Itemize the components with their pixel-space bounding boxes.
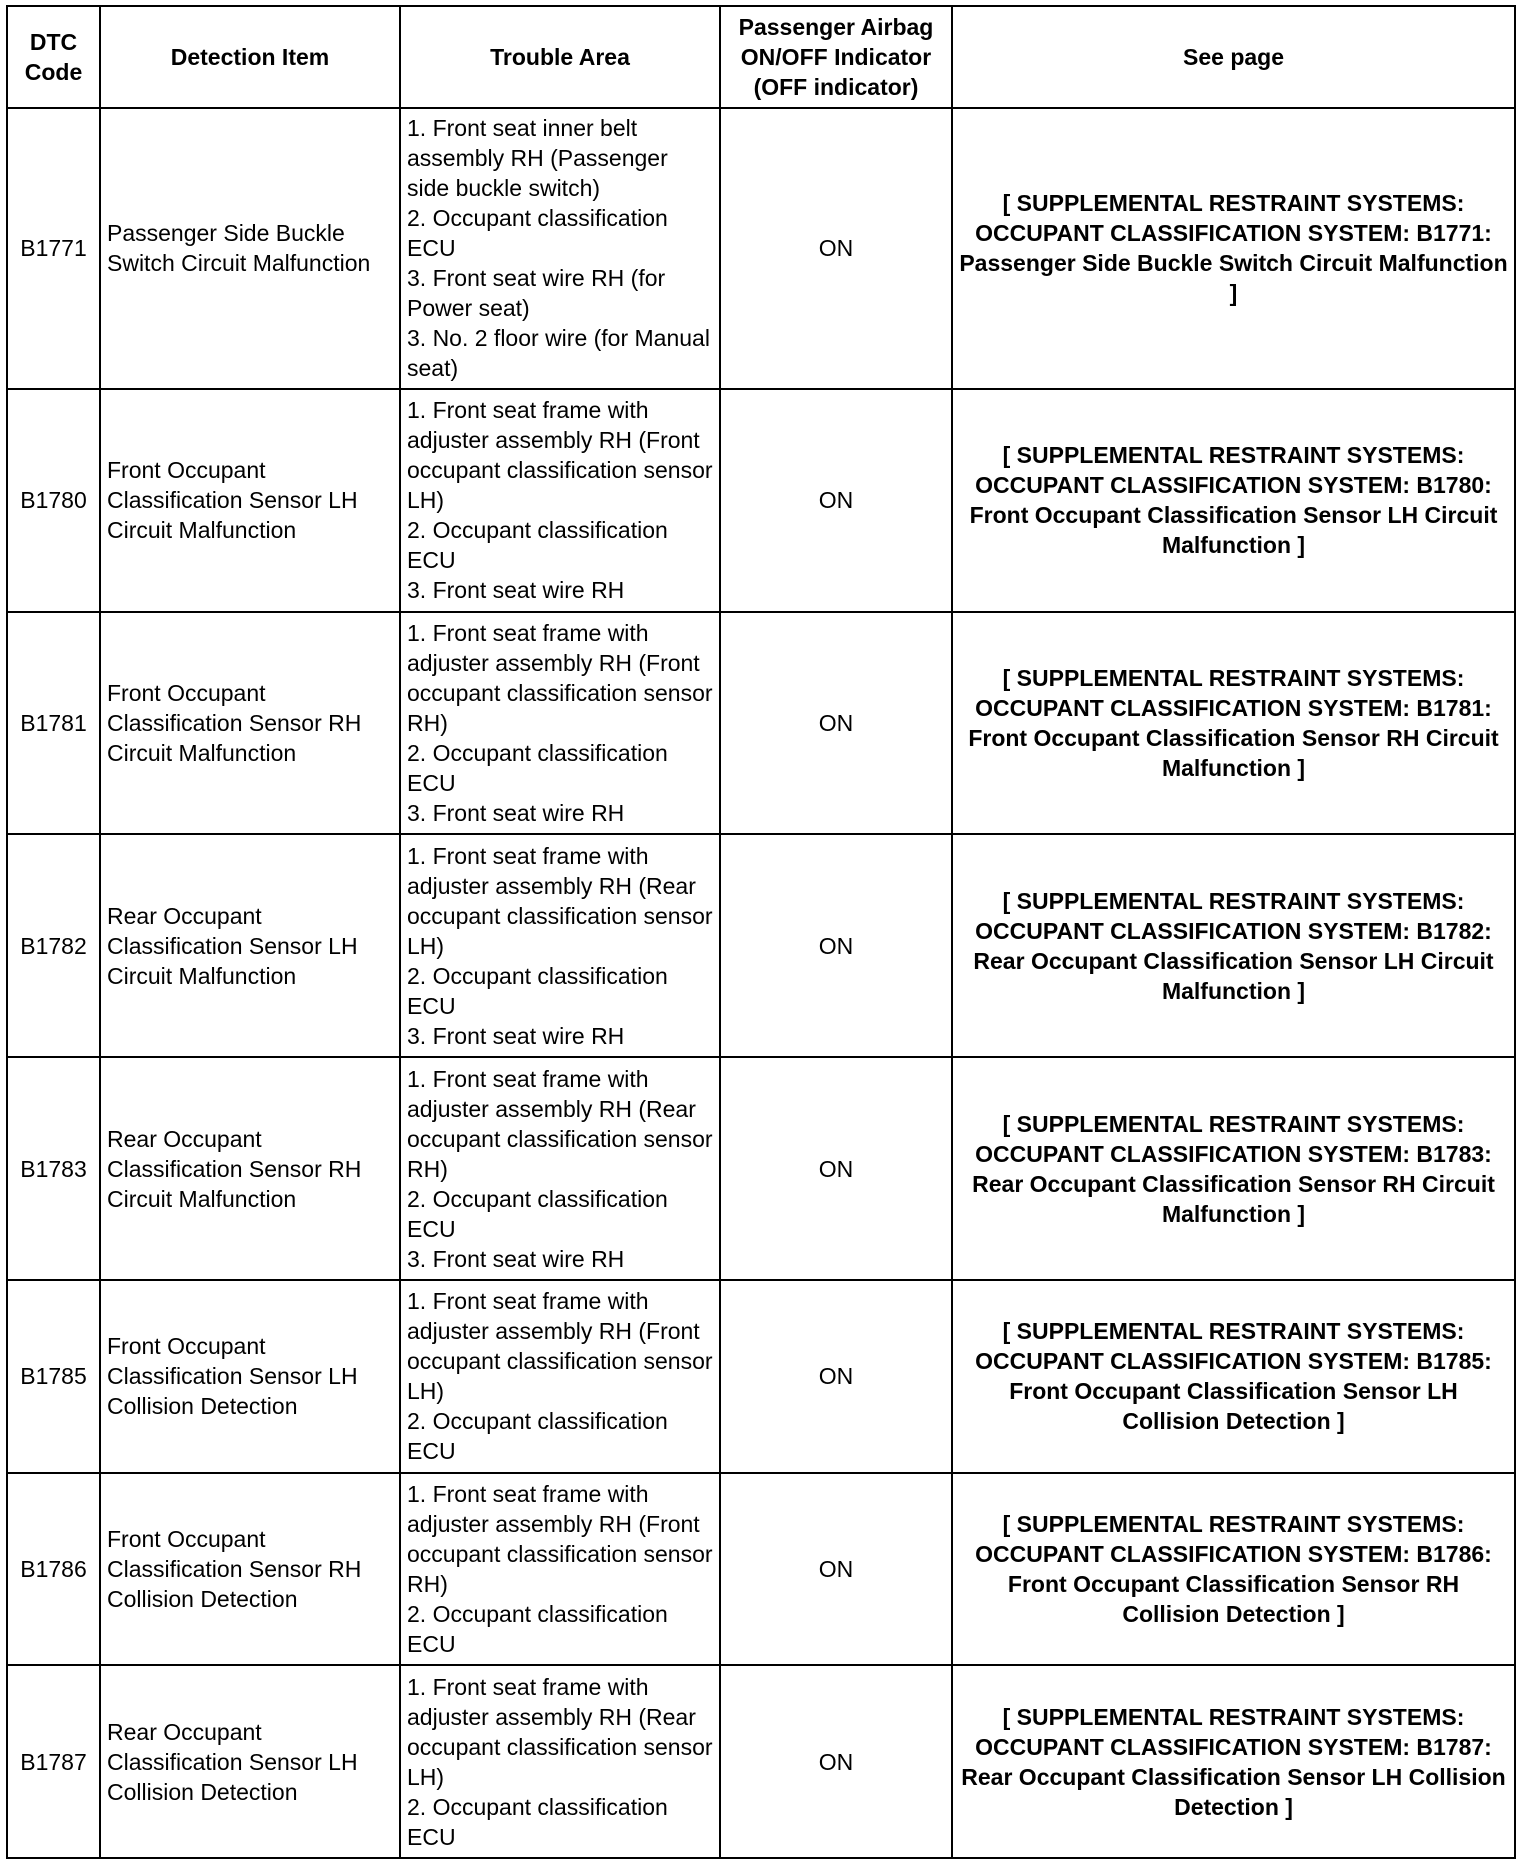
header-see-page: See page [952, 6, 1515, 108]
trouble-area-cell [400, 834, 720, 1057]
detection-item-cell: Front Occupant Classification Sensor LH Collision Detection [100, 1280, 400, 1473]
trouble-area-line: 1. Front seat inner belt assembly RH (Passenger side buckle switch) [407, 115, 668, 202]
detection-item-cell: Rear Occupant Classification Sensor LH Collision Detection [100, 1665, 400, 1858]
table-row [7, 1057, 1515, 1280]
dtc-code-cell: B1782 [7, 834, 100, 1057]
indicator-cell: ON [720, 1665, 952, 1858]
trouble-area-line: 1. Front seat frame with adjuster assembly RH (Rear occupant classification sensor RH) [407, 1065, 713, 1182]
indicator-cell: ON [720, 1473, 952, 1666]
dtc-code-cell: B1787 [7, 1665, 100, 1858]
trouble-area-line: 3. No. 2 floor wire (for Manual seat) [407, 325, 710, 382]
table-header [7, 6, 1515, 108]
see-page-link[interactable]: [ SUPPLEMENTAL RESTRAINT SYSTEMS: OCCUPANT CLASSIFICATION SYSTEM: B1783: Rear Occupant Classification Sensor RH Circuit Malfunction ] [952, 1057, 1515, 1280]
trouble-area-line: 3. Front seat wire RH [407, 1022, 625, 1049]
trouble-area-line: 1. Front seat frame with adjuster assembly RH (Front occupant classification sensor LH) [407, 397, 713, 514]
see-page-link[interactable]: [ SUPPLEMENTAL RESTRAINT SYSTEMS: OCCUPANT CLASSIFICATION SYSTEM: B1771: Passenger Side Buckle Switch Circuit Malfunction ] [952, 108, 1515, 389]
dtc-table [6, 5, 1516, 1859]
table-row [7, 1473, 1515, 1666]
dtc-code-cell: B1780 [7, 389, 100, 612]
dtc-code-cell: B1783 [7, 1057, 100, 1280]
table-row [7, 1665, 1515, 1858]
trouble-area-cell [400, 612, 720, 835]
see-page-link[interactable]: [ SUPPLEMENTAL RESTRAINT SYSTEMS: OCCUPANT CLASSIFICATION SYSTEM: B1785: Front Occupant Classification Sensor LH Collision Detection ] [952, 1280, 1515, 1473]
indicator-cell: ON [720, 612, 952, 835]
trouble-area-line: 1. Front seat frame with adjuster assembly RH (Rear occupant classification sensor LH) [407, 842, 713, 959]
trouble-area-line: 3. Front seat wire RH [407, 800, 625, 827]
trouble-area-line: 1. Front seat frame with adjuster assembly RH (Front occupant classification sensor RH) [407, 620, 713, 737]
dtc-code-cell: B1785 [7, 1280, 100, 1473]
see-page-link[interactable]: [ SUPPLEMENTAL RESTRAINT SYSTEMS: OCCUPANT CLASSIFICATION SYSTEM: B1787: Rear Occupant Classification Sensor LH Collision Detection ] [952, 1665, 1515, 1858]
dtc-code-cell: B1781 [7, 612, 100, 835]
trouble-area-line: 3. Front seat wire RH (for Power seat) [407, 265, 666, 322]
trouble-area-line: 2. Occupant classification ECU [407, 1600, 668, 1657]
trouble-area-cell [400, 1057, 720, 1280]
trouble-area-cell [400, 108, 720, 389]
trouble-area-line: 1. Front seat frame with adjuster assembly RH (Front occupant classification sensor RH) [407, 1480, 713, 1597]
trouble-area-line: 2. Occupant classification ECU [407, 517, 668, 574]
trouble-area-cell [400, 389, 720, 612]
table-row [7, 834, 1515, 1057]
table-row [7, 1280, 1515, 1473]
indicator-cell: ON [720, 834, 952, 1057]
trouble-area-line: 2. Occupant classification ECU [407, 1793, 668, 1850]
trouble-area-line: 3. Front seat wire RH [407, 1245, 625, 1272]
dtc-code-cell: B1771 [7, 108, 100, 389]
header-detection-item: Detection Item [100, 6, 400, 108]
trouble-area-cell [400, 1665, 720, 1858]
detection-item-cell: Front Occupant Classification Sensor RH Collision Detection [100, 1473, 400, 1666]
trouble-area-line: 3. Front seat wire RH [407, 577, 625, 604]
header-row [7, 6, 1515, 108]
trouble-area-line: 2. Occupant classification ECU [407, 205, 668, 262]
see-page-link[interactable]: [ SUPPLEMENTAL RESTRAINT SYSTEMS: OCCUPANT CLASSIFICATION SYSTEM: B1782: Rear Occupant Classification Sensor LH Circuit Malfunction ] [952, 834, 1515, 1057]
indicator-cell: ON [720, 108, 952, 389]
detection-item-cell: Front Occupant Classification Sensor RH Circuit Malfunction [100, 612, 400, 835]
indicator-cell: ON [720, 389, 952, 612]
detection-item-cell: Passenger Side Buckle Switch Circuit Malfunction [100, 108, 400, 389]
see-page-link[interactable]: [ SUPPLEMENTAL RESTRAINT SYSTEMS: OCCUPANT CLASSIFICATION SYSTEM: B1780: Front Occupant Classification Sensor LH Circuit Malfunction ] [952, 389, 1515, 612]
indicator-cell: ON [720, 1280, 952, 1473]
indicator-cell: ON [720, 1057, 952, 1280]
see-page-link[interactable]: [ SUPPLEMENTAL RESTRAINT SYSTEMS: OCCUPANT CLASSIFICATION SYSTEM: B1781: Front Occupant Classification Sensor RH Circuit Malfunction ] [952, 612, 1515, 835]
see-page-link[interactable]: [ SUPPLEMENTAL RESTRAINT SYSTEMS: OCCUPANT CLASSIFICATION SYSTEM: B1786: Front Occupant Classification Sensor RH Collision Detection ] [952, 1473, 1515, 1666]
trouble-area-cell [400, 1280, 720, 1473]
header-dtc-code: DTC Code [7, 6, 100, 108]
table-row [7, 389, 1515, 612]
trouble-area-line: 1. Front seat frame with adjuster assembly RH (Rear occupant classification sensor LH) [407, 1673, 713, 1790]
trouble-area-line: 2. Occupant classification ECU [407, 1185, 668, 1242]
header-trouble-area: Trouble Area [400, 6, 720, 108]
detection-item-cell: Rear Occupant Classification Sensor LH Circuit Malfunction [100, 834, 400, 1057]
table-row [7, 612, 1515, 835]
detection-item-cell: Front Occupant Classification Sensor LH Circuit Malfunction [100, 389, 400, 612]
trouble-area-line: 2. Occupant classification ECU [407, 1408, 668, 1465]
dtc-code-cell: B1786 [7, 1473, 100, 1666]
trouble-area-cell [400, 1473, 720, 1666]
table-body [7, 108, 1515, 1858]
detection-item-cell: Rear Occupant Classification Sensor RH Circuit Malfunction [100, 1057, 400, 1280]
trouble-area-line: 2. Occupant classification ECU [407, 740, 668, 797]
header-indicator: Passenger Airbag ON/OFF Indicator (OFF indicator) [720, 6, 952, 108]
table-row [7, 108, 1515, 389]
trouble-area-line: 1. Front seat frame with adjuster assembly RH (Front occupant classification sensor LH) [407, 1288, 713, 1405]
trouble-area-line: 2. Occupant classification ECU [407, 962, 668, 1019]
